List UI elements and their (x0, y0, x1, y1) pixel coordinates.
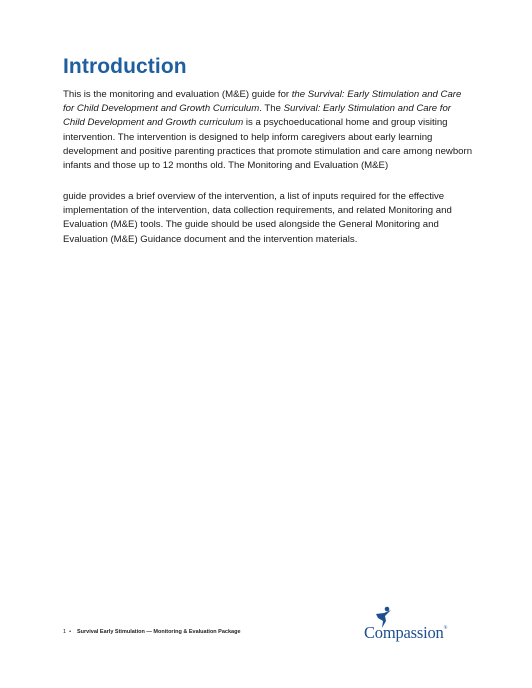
curriculum-name-italic: Survival: Early Stimulation and Care for Child Development and Growth curriculum (63, 103, 452, 129)
footer-title: Survival Early Stimulation — Monitoring & Evaluation Package (77, 629, 241, 635)
logo-text: Compassion (364, 623, 444, 642)
intro-paragraph-1 (63, 88, 473, 173)
paragraph-1-text-c: is a psychoeducational home and group visiting intervention. The intervention is designed to help inform caregivers about early learning development and positive parenting practices that promote stimulation and care among newborn infants and those up to 12 months old. The Monitoring and Evaluation (M&E) (63, 117, 473, 172)
paragraph-1-text-b: . The (259, 103, 284, 115)
logo-wordmark (364, 623, 447, 643)
page-number: 1 (63, 629, 67, 635)
page-heading: Introduction (63, 55, 187, 78)
footer-bullet: • (69, 629, 71, 635)
registered-mark: ® (443, 626, 448, 631)
page-footer (63, 629, 241, 635)
intro-paragraph-2: guide provides a brief overview of the intervention, a list of inputs required for the effective implementation of the intervention, data collection requirements, and related Monitoring and Evaluation (M&E) tools. The guide should be used alongside the General Monitoring and Evaluation (M&E) Guidance document and the intervention materials. (63, 191, 452, 245)
paragraph-1-text-a: This is the monitoring and evaluation (M&E) guide for (63, 89, 292, 100)
compassion-logo (362, 606, 472, 646)
curriculum-title-italic: the Survival: Early Stimulation and Care for Child Development and Growth Curriculum (63, 89, 462, 115)
